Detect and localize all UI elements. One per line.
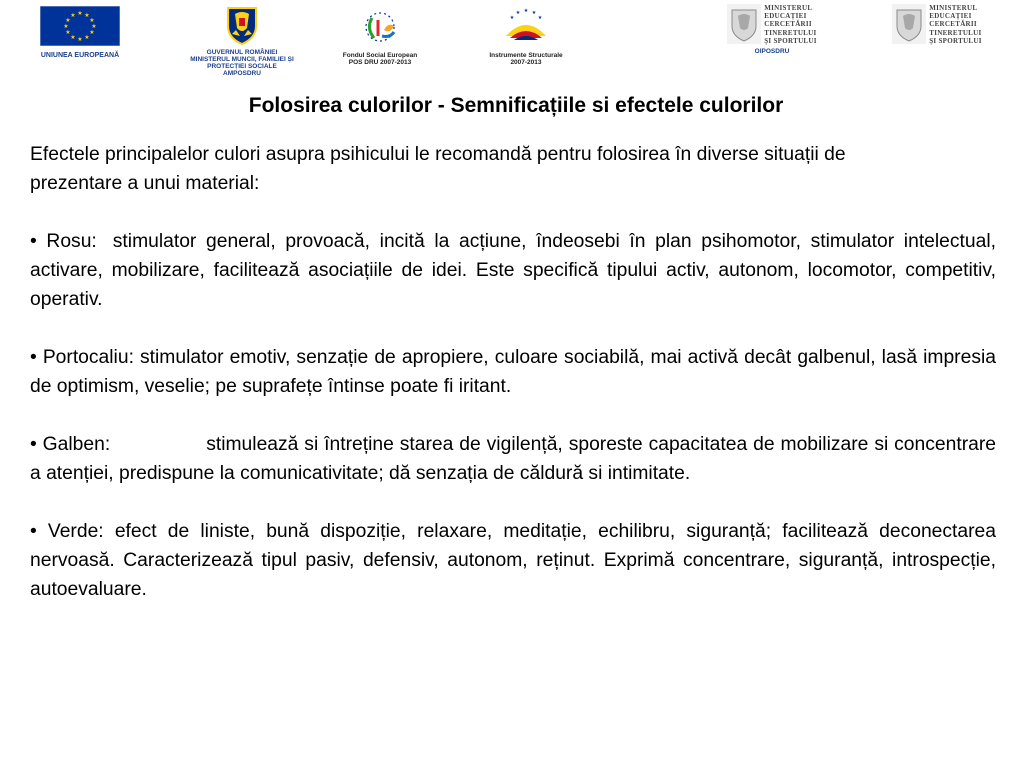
svg-text:★: ★ <box>65 29 71 36</box>
ministry-name-1: MINISTERUL EDUCAȚIEI CERCETĂRII TINERETULUI ȘI SPORTULUI <box>764 4 817 45</box>
svg-text:★: ★ <box>63 23 69 30</box>
intro-paragraph: Efectele principalelor culori asupra psihicului le recomandă pentru folosirea în diverse situații de prezentare a unui material: <box>30 144 846 194</box>
instrumente-structurale-icon <box>500 6 552 46</box>
svg-text:★: ★ <box>531 10 537 16</box>
government-caption: GUVERNUL ROMÂNIEI MINISTERUL MUNCII, FAMILIEI ȘI PROTECȚIEI SOCIALE AMPOSDRU <box>190 49 294 77</box>
government-logo <box>176 4 308 77</box>
bullet-label: • Portocaliu: <box>30 347 134 368</box>
slide-content <box>30 140 996 633</box>
svg-text:★: ★ <box>537 15 543 21</box>
bullet-text: stimulator emotiv, senzație de apropiere, culoare sociabilă, mai activă decât galbenul, lasă impresia de optimism, veselie; pe suprafețe întinse poate fi iritant. <box>30 347 996 397</box>
ministry-name-2: MINISTERUL EDUCAȚIEI CERCETĂRII TINERETULUI ȘI SPORTULUI <box>929 4 982 45</box>
svg-text:★: ★ <box>89 17 95 24</box>
instrumente-structurale-caption: Instrumente Structurale 2007-2013 <box>489 52 563 66</box>
bullet-portocaliu <box>30 343 996 401</box>
svg-text:★: ★ <box>509 15 515 21</box>
svg-text:★: ★ <box>523 8 529 14</box>
svg-text:★: ★ <box>77 36 83 43</box>
svg-text:★: ★ <box>70 34 76 41</box>
oiposdru-caption: OIPOSDRU <box>754 48 790 56</box>
ministry-education-logo-oiposdru <box>726 4 818 55</box>
svg-text:★: ★ <box>515 10 521 16</box>
bullet-verde <box>30 517 996 604</box>
romanian-coat-of-arms-icon <box>222 4 262 46</box>
svg-text:★: ★ <box>84 12 90 19</box>
bullet-text: stimulator general, provoacă, incită la acțiune, îndeosebi în plan psihomotor, stimulator intelectual, activare, mobilizare, facilitează asociațiile de idei. Este specifică tipului activ, autonom, locomotor, competitiv, operativ. <box>30 231 996 310</box>
eu-logo <box>30 6 130 59</box>
bullet-rosu <box>30 227 996 314</box>
instrumente-structurale-logo <box>478 6 574 66</box>
ministry-crest-icon <box>727 4 761 44</box>
bullet-text: efect de liniste, bună dispoziție, relaxare, meditație, echilibru, siguranță; facilitează deconectarea nervoasă. Caracterizează tipul pasiv, defensiv, autonom, reținut. Exprimă concentrare, siguranță, introspecție, autoevaluare. <box>30 521 996 600</box>
slide-title: Folosirea culorilor - Semnificațiile si efectele culorilor <box>248 94 784 117</box>
bullet-galben <box>30 430 996 488</box>
fse-emblem-icon <box>354 8 406 46</box>
svg-text:★: ★ <box>84 34 90 41</box>
bullet-text: stimulează si întreține starea de vigilență, sporeste capacitatea de mobilizare si concentrare a atenției, predispune la comunicativitate; dă senzația de căldură si intimitate. <box>30 434 996 484</box>
svg-text:★: ★ <box>65 17 71 24</box>
svg-text:★: ★ <box>77 10 83 17</box>
bullet-label: • Verde: <box>30 521 104 542</box>
ministry-education-logo <box>882 4 992 45</box>
svg-text:★: ★ <box>70 12 76 19</box>
fse-logo <box>330 8 430 66</box>
ministry-crest-icon <box>892 4 926 44</box>
eu-caption: UNIUNEA EUROPEANĂ <box>40 52 120 59</box>
svg-text:★: ★ <box>91 23 97 30</box>
bullet-label: • Rosu: <box>30 231 97 252</box>
svg-text:★: ★ <box>89 29 95 36</box>
bullet-label: • Galben: <box>30 434 111 455</box>
eu-flag-icon <box>40 6 120 46</box>
fse-caption: Fondul Social European POS DRU 2007-2013 <box>342 52 418 66</box>
